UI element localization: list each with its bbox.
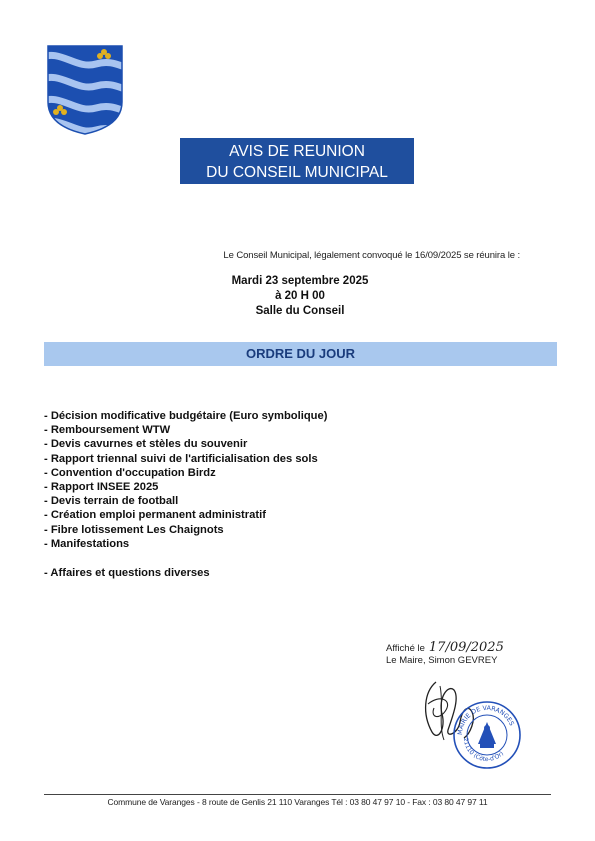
- title-banner: [180, 138, 414, 184]
- footer-address: Commune de Varanges - 8 route de Genlis 21 110 Varanges Tél : 03 80 47 97 10 - Fax : 03 80 47 97 11: [107, 797, 488, 807]
- meeting-place: Salle du Conseil: [255, 305, 345, 317]
- stamp-top-text: MAIRIE DE VARANGES: [456, 704, 515, 736]
- meeting-date: Mardi 23 septembre 2025: [231, 275, 369, 287]
- agenda-heading: ORDRE DU JOUR: [44, 342, 557, 366]
- agenda-item: - Devis cavurnes et stèles du souvenir: [44, 438, 248, 451]
- agenda-item: - Devis terrain de football: [44, 495, 179, 508]
- agenda-list: [44, 409, 327, 580]
- posted-date: 17/09/2025: [428, 640, 504, 655]
- footer-divider: [44, 794, 551, 795]
- title-line-2: DU CONSEIL MUNICIPAL: [206, 164, 388, 181]
- posted-notice: [386, 640, 504, 655]
- meeting-details: [150, 274, 450, 319]
- agenda-item-misc: - Affaires et questions diverses: [44, 567, 210, 580]
- agenda-item: - Décision modificative budgétaire (Euro symbolique): [44, 410, 328, 422]
- agenda-item: - Rapport triennal suivi de l'artificialisation des sols: [44, 452, 318, 465]
- agenda-item: - Rapport INSEE 2025: [44, 481, 159, 494]
- convocation-text: Le Conseil Municipal, légalement convoqué le 16/09/2025 se réunira le :: [223, 250, 520, 261]
- meeting-time: à 20 H 00: [275, 290, 325, 302]
- agenda-item: - Manifestations: [44, 537, 130, 550]
- mayor-name: Le Maire, Simon GEVREY: [386, 655, 498, 666]
- posted-label: Affiché le: [386, 643, 425, 654]
- agenda-item: - Création emploi permanent administratif: [44, 509, 266, 522]
- agenda-item: - Remboursement WTW: [44, 424, 171, 437]
- agenda-item: - Convention d'occupation Birdz: [44, 466, 216, 479]
- stamp-bottom-text: 21110 (Côte-d'Or): [461, 737, 506, 764]
- town-hall-stamp-icon: [452, 700, 522, 770]
- agenda-item: - Fibre lotissement Les Chaignots: [44, 523, 224, 536]
- title-line-1: AVIS DE REUNION: [229, 143, 365, 160]
- municipal-crest-icon: [46, 44, 124, 136]
